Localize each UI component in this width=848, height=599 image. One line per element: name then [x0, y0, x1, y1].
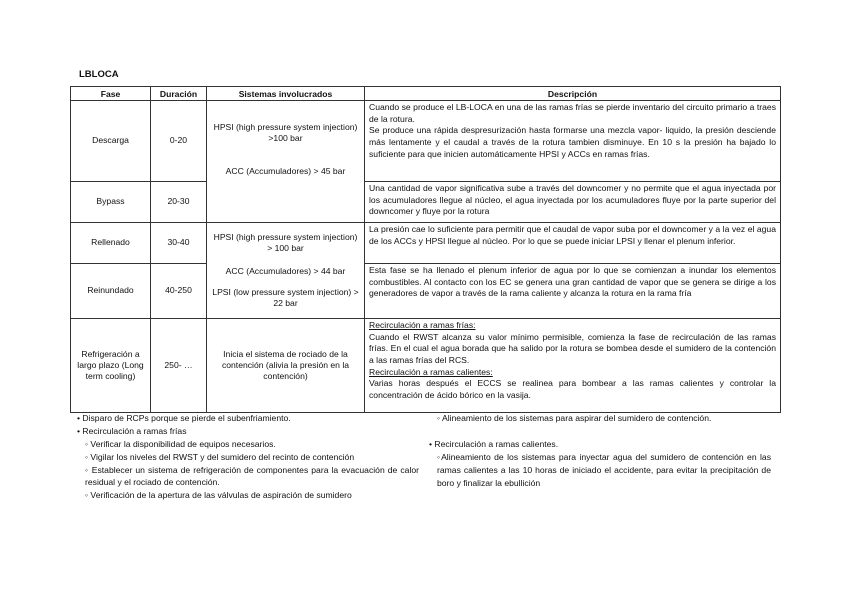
duracion-descarga: 0-20 — [151, 101, 207, 182]
note-item: • Recirculación a ramas frías — [77, 425, 187, 436]
heading-recirculacion-calientes: Recirculación a ramas calientes: — [369, 366, 493, 377]
system-acc-2: ACC (Accumuladores) > 44 bar — [225, 265, 346, 276]
sistemas-rellenado-reinundado — [207, 223, 365, 319]
desc-recirculacion-calientes: Varias horas después el ECCS se realinea para bombear a las ramas calientes y controlar la concentración de ácido bórico en la vasija. — [369, 378, 776, 401]
row-bypass — [71, 182, 781, 223]
sistemas-descarga-bypass — [207, 101, 365, 223]
system-lpsi: LPSI (low pressure system injection) > 22 bar — [212, 287, 359, 309]
note-subitem: ◦ Alineamiento de los sistemas para aspirar del sumidero de contención. — [437, 413, 712, 423]
desc-bypass: Una cantidad de vapor significativa sube a través del downcomer y no permite que el agua inyectada por los acumuladores llegue al núcleo, el agua inyectada por los acumuladores fluye por la parte superior del downcomer y fluye por la rotura — [365, 182, 781, 223]
duracion-rellenado: 30-40 — [151, 223, 207, 264]
system-acc-1: ACC (Accumuladores) > 45 bar — [225, 166, 346, 177]
row-descarga — [71, 101, 781, 182]
row-reinundado — [71, 264, 781, 319]
duracion-bypass: 20-30 — [151, 182, 207, 223]
duracion-refrigeracion: 250- … — [151, 319, 207, 413]
duracion-reinundado: 40-250 — [151, 264, 207, 319]
lbloca-table — [70, 86, 781, 413]
page-title: LBLOCA — [79, 69, 119, 80]
note-subitem: ◦ Vigilar los niveles del RWST y del sumidero del recinto de contención — [85, 451, 355, 462]
system-hpsi-2: HPSI (high pressure system injection) > 100 bar — [213, 231, 358, 253]
header-fase: Fase — [71, 87, 151, 101]
desc-reinundado: Esta fase se ha llenado el plenum inferior de agua por lo que se comienzan a inundar los elementos combustibles. Al contacto con los EC se genera una gran cantidad de vapor que se genera se dirige a los generadores de vapor a través de la rama caliente y alcanza la rotura en la rama fría — [365, 264, 781, 319]
desc-descarga-p2: Se produce una rápida despresurización hasta formarse una mezcla vapor- liquido, la presión desciende más lentamente y el caudal a través de la rotura tambien disminuye. En 10 s la presión ha bajado lo suficiente para que inicien automáticamente HPSI y ACCs en ramas frías. — [369, 125, 776, 159]
note-item: • Recirculación a ramas calientes. — [429, 438, 559, 449]
note-subitem: ◦ Verificar la disponibilidad de equipos necesarios. — [85, 438, 276, 449]
row-rellenado — [71, 223, 781, 264]
header-descripcion: Descripción — [365, 87, 781, 101]
fase-descarga: Descarga — [71, 101, 151, 182]
header-duracion: Duración — [151, 87, 207, 101]
desc-refrigeracion — [365, 319, 781, 413]
note-item: • Disparo de RCPs porque se pierde el subenfriamiento. — [77, 413, 291, 423]
note-subitem: ◦ Verificación de la apertura de las válvulas de aspiración de sumidero — [85, 490, 352, 501]
note-subitem: ◦Alineamiento de los sistemas para inyectar agua del sumidero de contención en las ramas calientes a las 10 horas de iniciado el accidente, para evitar la precipitación de boro y finalizar la ebullición — [437, 451, 771, 488]
fase-reinundado: Reinundado — [71, 264, 151, 319]
desc-rellenado: La presión cae lo suficiente para permitir que el caudal de vapor suba por el downcomer y a la vez el agua de los ACCs y HPSI llegue al núcleo. Por lo que se puede iniciar LPSI y llenar el plenum inferior. — [365, 223, 781, 264]
fase-bypass: Bypass — [71, 182, 151, 223]
fase-refrigeracion: Refrigeración a largo plazo (Long term cooling) — [71, 319, 151, 413]
row-refrigeracion — [71, 319, 781, 413]
system-hpsi-1: HPSI (high pressure system injection) >100 bar — [213, 121, 358, 143]
header-sistemas: Sistemas involucrados — [207, 87, 365, 101]
heading-recirculacion-frias: Recirculación a ramas frías: — [369, 320, 476, 330]
note-subitem: ◦ Establecer un sistema de refrigeración de componentes para la evacuación de calor residual y el rociado de contención. — [85, 464, 419, 488]
notes-left — [77, 412, 419, 502]
desc-descarga — [365, 101, 781, 182]
fase-rellenado: Rellenado — [71, 223, 151, 264]
table-header-row — [71, 87, 781, 101]
desc-descarga-p1: Cuando se produce el LB-LOCA en una de las ramas frías se pierde inventario del circuito primario a traes de la rotura. — [369, 102, 776, 124]
sistema-refrigeracion: Inicia el sistema de rociado de la contención (alivia la presión en la contención) — [207, 319, 365, 413]
notes-right — [429, 412, 771, 489]
desc-recirculacion-frias: Cuando el RWST alcanza su valor mínimo permisible, comienza la fase de recirculación de las ramas frías. En el cual el agua borada que ha salido por la rotura se bombea desde el sumidero de la contención a las ramas frías del RCS. — [369, 331, 776, 366]
